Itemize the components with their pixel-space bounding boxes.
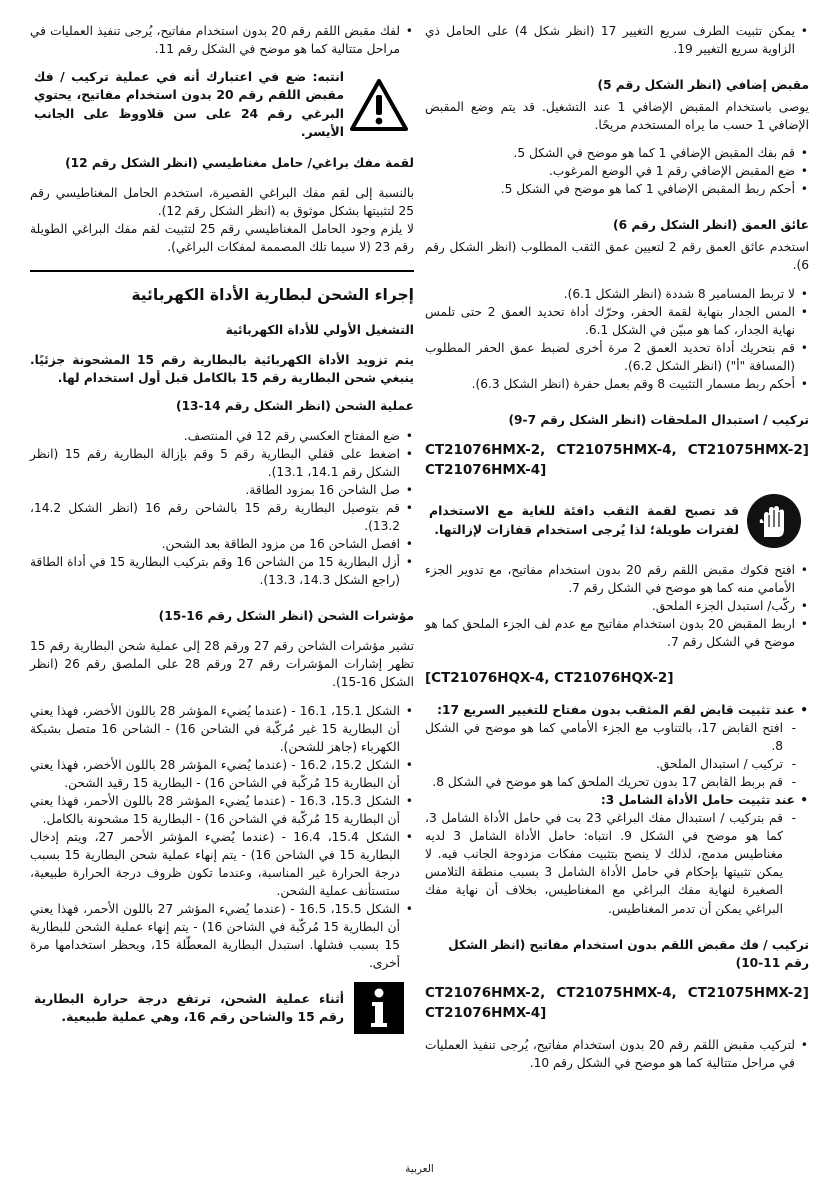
list-item: - افتح القابض 17، بالتناوب مع الجزء الأمامي كما هو موضح في الشكل 8. (425, 719, 783, 755)
list-item: • ركّب/ استبدل الجزء الملحق. (425, 597, 795, 615)
accessories-list (425, 561, 809, 651)
indicators-heading: مؤشرات الشحن (انظر الشكل رقم 16-15) (158, 609, 414, 624)
list-item (425, 791, 795, 917)
gloves-icon (739, 493, 809, 549)
page-footer-language: العربية (405, 1163, 434, 1175)
right-intro-list (425, 22, 809, 58)
list-item: • الشكل 15.1، 16.1 - (عندما يُضيء المؤشر 28 باللون الأخضر، فهذا يعني أن البطارية 15 غير مُركّبة في الشاحن 16) - الشاحن 16 متصل بشبكة الكهرباء (جاهز للشحن). (30, 702, 400, 756)
list-item: • قم بفك المقبض الإضافي 1 كما هو موضح في الشكل 5. (425, 144, 795, 162)
keyless-list (425, 1036, 809, 1072)
list-item: • أحكم ربط المقبض الإضافي 1 كما هو موضح في الشكل 5. (425, 180, 795, 198)
magnetic-text-1: بالنسبة إلى لقم مفك البراغي القصيرة، استخدم الحامل المغناطيسي رقم 25 لتثبيتها بشكل موثوق به (انظر الشكل رقم 12). (30, 185, 414, 218)
model-list-a (425, 441, 809, 481)
list-item: • لفك مقبض اللقم رقم 20 بدون استخدام مفاتيح، يُرجى تنفيذ العمليات في مراحل متتالية كما هو موضح في الشكل رقم 11. (30, 22, 400, 58)
right-column (425, 22, 809, 1082)
list-item: • اربط المقبض 20 بدون استخدام مفاتيح مع عدم لف الجزء الملحق كما هو موضح في الشكل رقم 7. (425, 615, 795, 651)
aux-handle-heading: مقبض إضافي (انظر الشكل رقم 5) (597, 78, 809, 93)
hqx-list (425, 701, 809, 918)
gloves-warning-text: قد تصبح لقمة الثقب دافئة للغاية مع الاستخدام لفترات طويلة؛ لذا يُرجى استخدام قفازات لإزالتها. (429, 503, 739, 537)
indicators-list (30, 702, 414, 973)
left-intro-list (30, 22, 414, 58)
aux-handle-text: يوصى باستخدام المقبض الإضافي 1 عند التشغيل. قد يتم وضع المقبض الإضافي 1 حسب ما يراه المستخدم مريحًا. (425, 100, 809, 133)
quick-heading: عند تثبيت قابض لقم المثقب بدون مفتاح للتغيير السريع 17: (437, 702, 795, 717)
list-item: • الشكل 15.5، 16.5 - (عندما يُضيء المؤشر 27 باللون الأحمر، فهذا يعني أن البطارية 15 مُركّبة في الشاحن 16) - يتم إنهاء عملية الشحن للبطارية 15 بسبب فشلها. استبدل البطارية المعطّلة 15، ويحظر استخدامها مرة أخرى. (30, 900, 400, 972)
universal-heading: عند تثبيت حامل الأداة الشامل 3: (600, 793, 795, 808)
list-item (425, 701, 795, 791)
aux-handle-list (425, 144, 809, 198)
list-item: • المس الجدار بنهاية لقمة الحفر، وحرّك أداة تحديد العمق 2 حتى تلمس نهاية الجدار، كما هو مبيّن في الشكل 6.1. (425, 303, 795, 339)
gloves-warning (425, 493, 809, 549)
accessories-heading: تركيب / استبدال الملحقات (انظر الشكل رقم 7-9) (508, 412, 809, 427)
list-item: • قم بتوصيل البطارية رقم 15 بالشاحن رقم 16 (انظر الشكل 14.2، 13.2). (30, 499, 400, 535)
model-label: CT21075HMX-4, (556, 441, 677, 458)
process-list (30, 427, 414, 589)
model-label: CT21076HMX-2, (425, 984, 546, 1001)
depth-stop-list (425, 285, 809, 393)
list-item: - تركيب / استبدال الملحق. (425, 755, 783, 773)
info-note-text: أثناء عملية الشحن، ترتفع درجة حرارة البطارية رقم 15 والشاحن رقم 16، وهي عملية طبيعية. (34, 990, 344, 1025)
model-label: CT21075HMX-2] (687, 984, 809, 1001)
first-use-heading: التشغيل الأولي للأداة الكهربائية (225, 322, 414, 337)
caution-notice (30, 68, 414, 141)
info-note (30, 982, 414, 1034)
list-item: • الشكل 15.3، 16.3 - (عندما يُضيء المؤشر 28 باللون الأحمر، فهذا يعني أن البطارية 15 مُركّبة في الشاحن 16) - البطارية 15 مشحونة بالكامل. (30, 792, 400, 828)
universal-sublist (425, 809, 795, 917)
indicators-text: تشير مؤشرات الشاحن رقم 27 ورقم 28 إلى عملية شحن البطارية رقم 15 تظهر إشارات المؤشرات رقم 27 ورقم 28 على الملصق رقم 26 (انظر الشكل 16-15). (30, 639, 414, 690)
list-item: - قم بربط القابض 17 بدون تحريك الملحق كما هو موضح في الشكل 8. (425, 773, 783, 791)
list-item: • صل الشاحن 16 بمزود الطاقة. (30, 481, 400, 499)
first-use-text: يتم تزويد الأداة الكهربائية بالبطارية رقم 15 المشحونة جزئيًا. ينبغي شحن البطارية رقم 15 بالكامل قبل أول استخدام لها. (30, 352, 414, 385)
list-item: • الشكل 15.2، 16.2 - (عندما يُضيء المؤشر 28 باللون الأخضر، فهذا يعني أن البطارية 15 مُركّبة في الشاحن 16) - البطارية 15 رقيد الشحن. (30, 756, 400, 792)
section-divider (30, 270, 414, 272)
charging-section-title: إجراء الشحن لبطارية الأداة الكهربائية (131, 285, 414, 304)
list-item: • ضع المقبض الإضافي رقم 1 في الوضع المرغوب. (425, 162, 795, 180)
model-label: CT21076HMX-2, (425, 441, 546, 458)
model-label: CT21075HMX-2] (687, 441, 809, 458)
list-item: • الشكل 15.4، 16.4 - (عندما يُضيء المؤشر الأحمر 27، ويتم إدخال البطارية 15 في الشاحن 16) - يتم إنهاء عملية شحن البطارية 15 بسبب درجة الحرارة غير المناسبة، وعندما تكون ظروف درجة الحرارة طبيعية، ستستأنف عملية الشحن. (30, 828, 400, 900)
depth-stop-text: استخدم عائق العمق رقم 2 لتعيين عمق الثقب المطلوب (انظر الشكل رقم 6). (425, 240, 809, 273)
quick-sublist (425, 719, 795, 791)
info-icon (344, 982, 414, 1034)
caution-text: انتبه: ضع في اعتبارك أنه في عملية تركيب / فك مقبض اللقم رقم 20 بدون استخدام مفاتيح، يحتوي البرغي رقم 24 على سن قلاووظ على الجانب الأيسر. (34, 69, 344, 140)
left-column (30, 22, 414, 1046)
list-item: • أزل البطارية 15 من الشاحن 16 وقم بتركيب البطارية 15 في أداة الطاقة (راجع الشكل 14.3، 13.3). (30, 553, 400, 589)
model-label: CT21076HMX-4] (425, 461, 547, 478)
model-label: CT21075HMX-4, (556, 984, 677, 1001)
list-item: • لا تربط المسامير 8 شددة (انظر الشكل 6.1). (425, 285, 795, 303)
magnetic-text-2: لا يلزم وجود الحامل المغناطيسي رقم 25 لتثبيت لقم مفك البراغي الطويلة رقم 23 (لا سيما تلك المصممة لمفكات البراغي). (30, 221, 414, 254)
keyless-heading: تركيب / فك مقبض اللقم بدون استخدام مفاتيح (انظر الشكل رقم 11-10) (448, 937, 809, 970)
model-label: CT21076HMX-4] (425, 1004, 547, 1021)
warning-triangle-icon (344, 78, 414, 132)
model-hqx: [CT21076HQX-4, CT21076HQX-2] (425, 670, 674, 687)
list-item: • افتح فكوك مقبض اللقم رقم 20 بدون استخدام مفاتيح، مع تدوير الجزء الأمامي منه كما هو موضح في الشكل رقم 7. (425, 561, 795, 597)
list-item: • ضع المفتاح العكسي رقم 12 في المنتصف. (30, 427, 400, 445)
list-item: - قم بتركيب / استبدال مفك البراغي 23 بت في حامل الأداة الشامل 3، كما هو موضح في الشكل 9. انتباه: حامل الأداة الشامل 3 لديه مغناطيس مدمج، لذلك لا ينصح بتثبيت مفكات مزدوجة الجانب فيه. لا يمكن تثبيتها بإحكام في حامل الأداة الشامل 3 بسبب منطقة التلامس الصغيرة لنهاية مفك البراغي مع المغناطيس، بخلاف أن نهاية مفك البراغي يمكن أن تدمر المغناطيس. (425, 809, 783, 917)
list-item: • افصل الشاحن 16 من مزود الطاقة بعد الشحن. (30, 535, 400, 553)
model-list-b (425, 984, 809, 1024)
magnetic-heading: لقمة مفك براغي/ حامل مغناطيسي (انظر الشكل رقم 12) (65, 155, 414, 170)
list-item: • يمكن تثبيت الطرف سريع التغيير 17 (انظر شكل 4) على الحامل ذي الزاوية سريع التغيير 19. (425, 22, 795, 58)
process-heading: عملية الشحن (انظر الشكل رقم 14-13) (176, 398, 414, 413)
list-item: • قم بتحريك أداة تحديد العمق 2 مرة أخرى لضبط عمق الحفر المطلوب (المسافة "أ") (انظر الشكل 6.2). (425, 339, 795, 375)
list-item: • أحكم ربط مسمار التثبيت 8 وقم بعمل حفرة (انظر الشكل 6.3). (425, 375, 795, 393)
depth-stop-heading: عائق العمق (انظر الشكل رقم 6) (613, 218, 809, 233)
list-item: • لتركيب مقبض اللقم رقم 20 بدون استخدام مفاتيح، يُرجى تنفيذ العمليات في مراحل متتالية كما هو موضح في الشكل رقم 10. (425, 1036, 795, 1072)
list-item: • اضغط على قفلي البطارية رقم 5 وقم بإزالة البطارية رقم 15 (انظر الشكل رقم 14.1، 13.1). (30, 445, 400, 481)
